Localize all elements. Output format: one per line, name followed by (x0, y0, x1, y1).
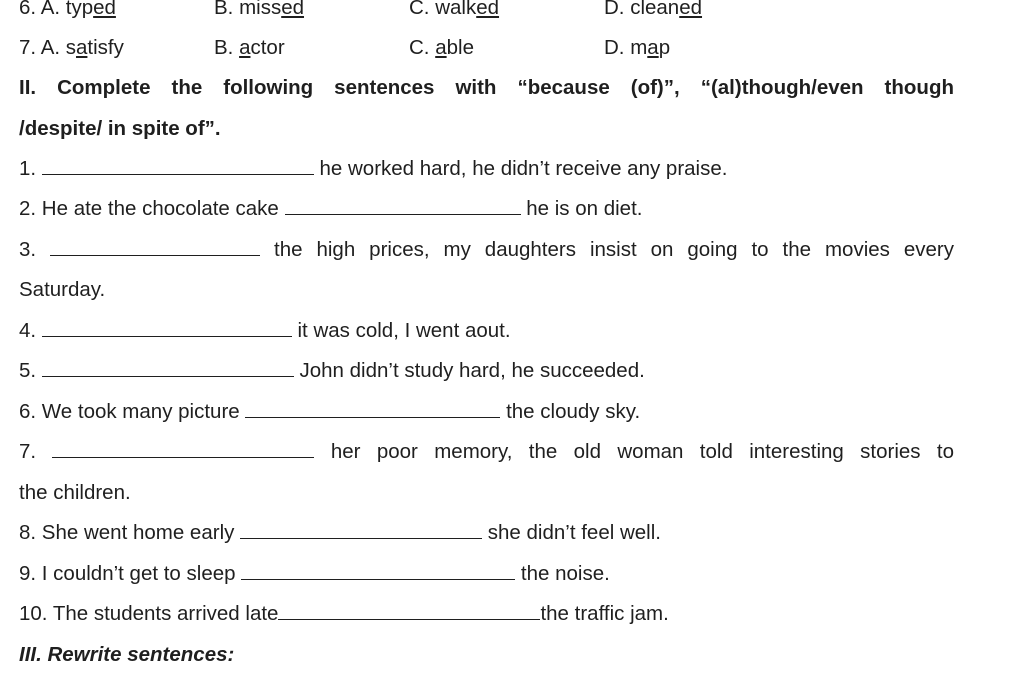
sentence-1: 1. he worked hard, he didn’t receive any praise. (19, 157, 728, 180)
option-6d: D. cleaned (604, 0, 703, 19)
blank-8[interactable] (240, 521, 482, 539)
sentence-3-cont: Saturday. (19, 278, 106, 301)
option-7a: 7. A. satisfy (19, 36, 124, 59)
sentence-10: 10. The students arrived late the traffic jam. (19, 602, 669, 625)
section-2-heading: II. Complete the following sentences with “because (of)”, “(al)though/even though (19, 76, 954, 99)
option-6c: C. walked (409, 0, 500, 19)
option-6a: 6. A. typed (19, 0, 116, 19)
sentence-7-cont: the children. (19, 481, 131, 504)
sentence-3: 3. the high prices, my daughters insist on going to the movies every (19, 238, 955, 261)
section-3-heading: III. Rewrite sentences: (19, 643, 235, 666)
sentence-5: 5. John didn’t study hard, he succeeded. (19, 359, 645, 382)
option-7c: C. able (409, 36, 474, 59)
blank-5[interactable] (42, 359, 294, 377)
sentence-7: 7. her poor memory, the old woman told interesting stories to (19, 440, 955, 463)
blank-2[interactable] (285, 197, 521, 215)
blank-3[interactable] (50, 238, 260, 256)
option-6b: B. missed (214, 0, 305, 19)
sentence-9: 9. I couldn’t get to sleep the noise. (19, 562, 610, 585)
blank-4[interactable] (42, 319, 292, 337)
option-7b: B. actor (214, 36, 285, 59)
option-7d: D. map (604, 36, 671, 59)
blank-6[interactable] (245, 400, 500, 418)
sentence-2: 2. He ate the chocolate cake he is on diet. (19, 197, 643, 220)
blank-7[interactable] (52, 440, 314, 458)
sentence-4: 4. it was cold, I went aout. (19, 319, 511, 342)
sentence-8: 8. She went home early she didn’t feel well. (19, 521, 661, 544)
blank-1[interactable] (42, 157, 314, 175)
sentence-6: 6. We took many picture the cloudy sky. (19, 400, 641, 423)
blank-10[interactable] (278, 602, 540, 620)
section-2-heading-cont: /despite/ in spite of”. (19, 117, 221, 140)
blank-9[interactable] (241, 562, 515, 580)
